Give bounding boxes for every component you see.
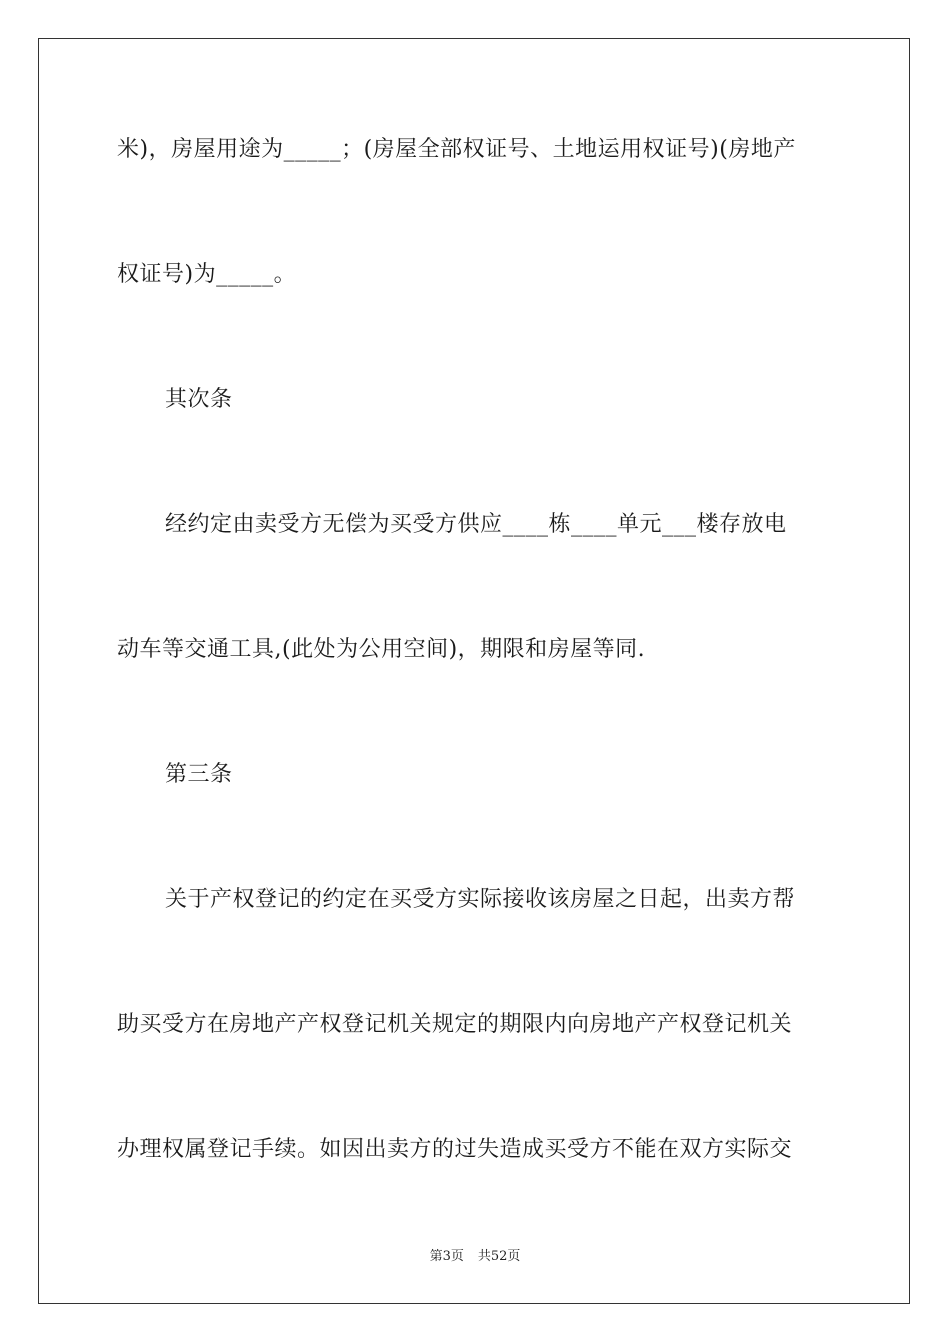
section-heading-third: 第三条 — [165, 762, 233, 787]
page-number: 第3页 — [429, 1249, 464, 1264]
section-heading-second: 其次条 — [165, 387, 233, 412]
text-line-5: 关于产权登记的约定在买受方实际接收该房屋之日起，出卖方帮 — [165, 887, 796, 912]
text-line-2: 权证号)为_____。 — [117, 262, 297, 287]
text-line-3: 经约定由卖受方无偿为买受方供应____栋____单元___楼存放电 — [165, 512, 787, 537]
text-line-7: 办理权属登记手续。如因出卖方的过失造成买受方不能在双方实际交 — [117, 1137, 793, 1162]
text-line-4: 动车等交通工具,(此处为公用空间)，期限和房屋等同. — [117, 637, 646, 662]
text-line-1: 米)，房屋用途为_____；(房屋全部权证号、土地运用权证号)(房地产 — [117, 137, 796, 162]
page-footer — [0, 1248, 950, 1266]
page-total: 共52页 — [477, 1249, 521, 1264]
text-line-6: 助买受方在房地产产权登记机关规定的期限内向房地产产权登记机关 — [117, 1012, 793, 1037]
page-border — [38, 38, 910, 1304]
